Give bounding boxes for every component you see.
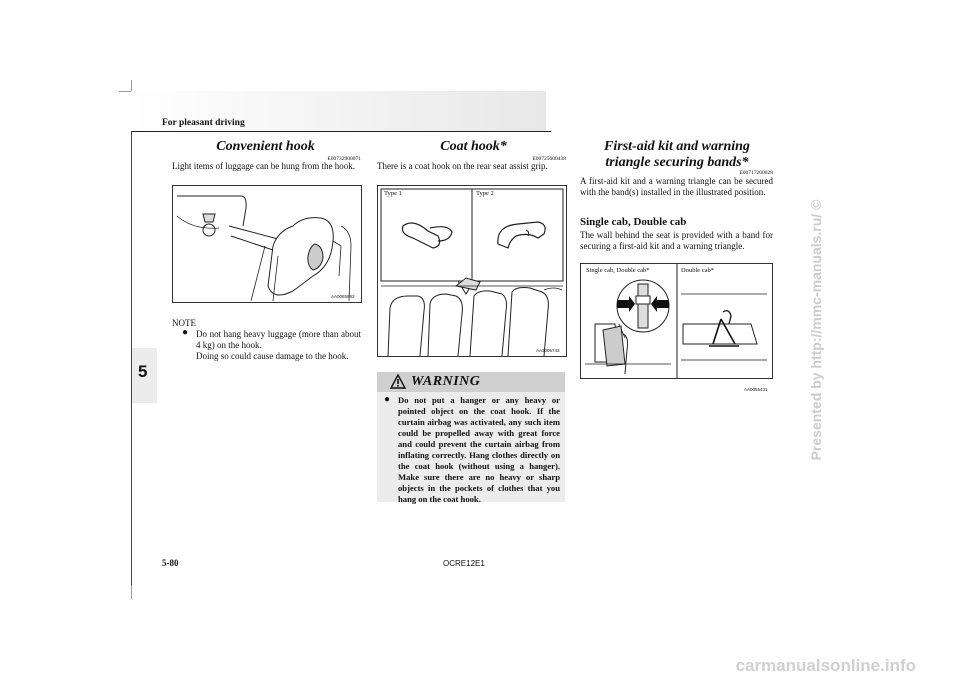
crop-mark (131, 585, 132, 599)
convenient-hook-title: Convenient hook (216, 139, 315, 154)
note-line-2: Doing so could cause damage to the hook. (196, 351, 349, 361)
warning-triangle-icon (390, 374, 406, 389)
type-2-label: Type 2 (476, 190, 494, 197)
label-double-cab: Double cab* (681, 267, 715, 274)
first-aid-title (580, 139, 774, 171)
coat-hook-title: Coat hook* (440, 139, 507, 154)
first-aid-title-line-2: triangle securing bands* (605, 155, 749, 170)
convenient-hook-code: E00732900071 (327, 156, 361, 162)
label-single-double-cab: Single cab, Double cab* (586, 267, 650, 274)
coat-hook-figure (377, 185, 567, 357)
first-aid-subtext: The wall behind the seat is provided with a band for securing a first-aid kit and a warning triangle. (580, 230, 773, 251)
hook-illustration (173, 186, 361, 302)
convenient-hook-text: Light items of luggage can be hung from the hook. (172, 161, 355, 171)
site-watermark: carmanualsonline.info (735, 656, 916, 675)
type-1-label: Type 1 (384, 190, 402, 197)
convenient-hook-figure (172, 185, 362, 303)
first-aid-code: E00717200028 (739, 170, 773, 176)
note-label: NOTE (172, 318, 196, 328)
warning-text: Do not put a hanger or any heavy or pointed object on the coat hook. If the curtain airbag was activated, any such item could be propelled away with great force and could prevent the curtain airbag from inflating correctly. Hang clothes directly on the coat hook (without using a hanger). Make sure there are no heavy or sharp objects in the pockets of clothes that you hang on the coat hook. (398, 395, 560, 504)
first-aid-figure-code: AA0055431 (744, 387, 768, 392)
crop-mark (131, 80, 132, 91)
coat-hook-figure-code: AA3005743 (536, 348, 560, 353)
first-aid-figure (580, 263, 773, 379)
header-rule (131, 131, 551, 132)
chapter-number: 5 (138, 362, 148, 381)
document-code: OCRE12E1 (443, 559, 485, 568)
warning-title: WARNING (411, 374, 481, 389)
vertical-watermark: Presented by http://mmc-manuals.ru/ © (808, 199, 824, 461)
running-header: For pleasant driving (162, 118, 245, 128)
first-aid-subheading: Single cab, Double cab (580, 216, 687, 228)
bullet-icon: ● (182, 327, 189, 338)
coat-hook-illustration (378, 186, 566, 356)
bullet-icon: ● (384, 394, 391, 405)
convenient-hook-figure-code: AA0085993 (331, 294, 355, 299)
crop-mark (119, 91, 131, 92)
first-aid-illustration (581, 264, 772, 378)
coat-hook-code: E00725600438 (532, 156, 566, 162)
first-aid-title-line-1: First-aid kit and warning (604, 139, 750, 154)
page-number: 5-80 (162, 558, 179, 568)
coat-hook-text: There is a coat hook on the rear seat assist grip. (377, 161, 548, 171)
first-aid-text: A first-aid kit and a warning triangle can be secured with the band(s) installed in the illustrated position. (580, 176, 773, 197)
note-line-1: Do not hang heavy luggage (more than about 4 kg) on the hook. (196, 329, 361, 350)
